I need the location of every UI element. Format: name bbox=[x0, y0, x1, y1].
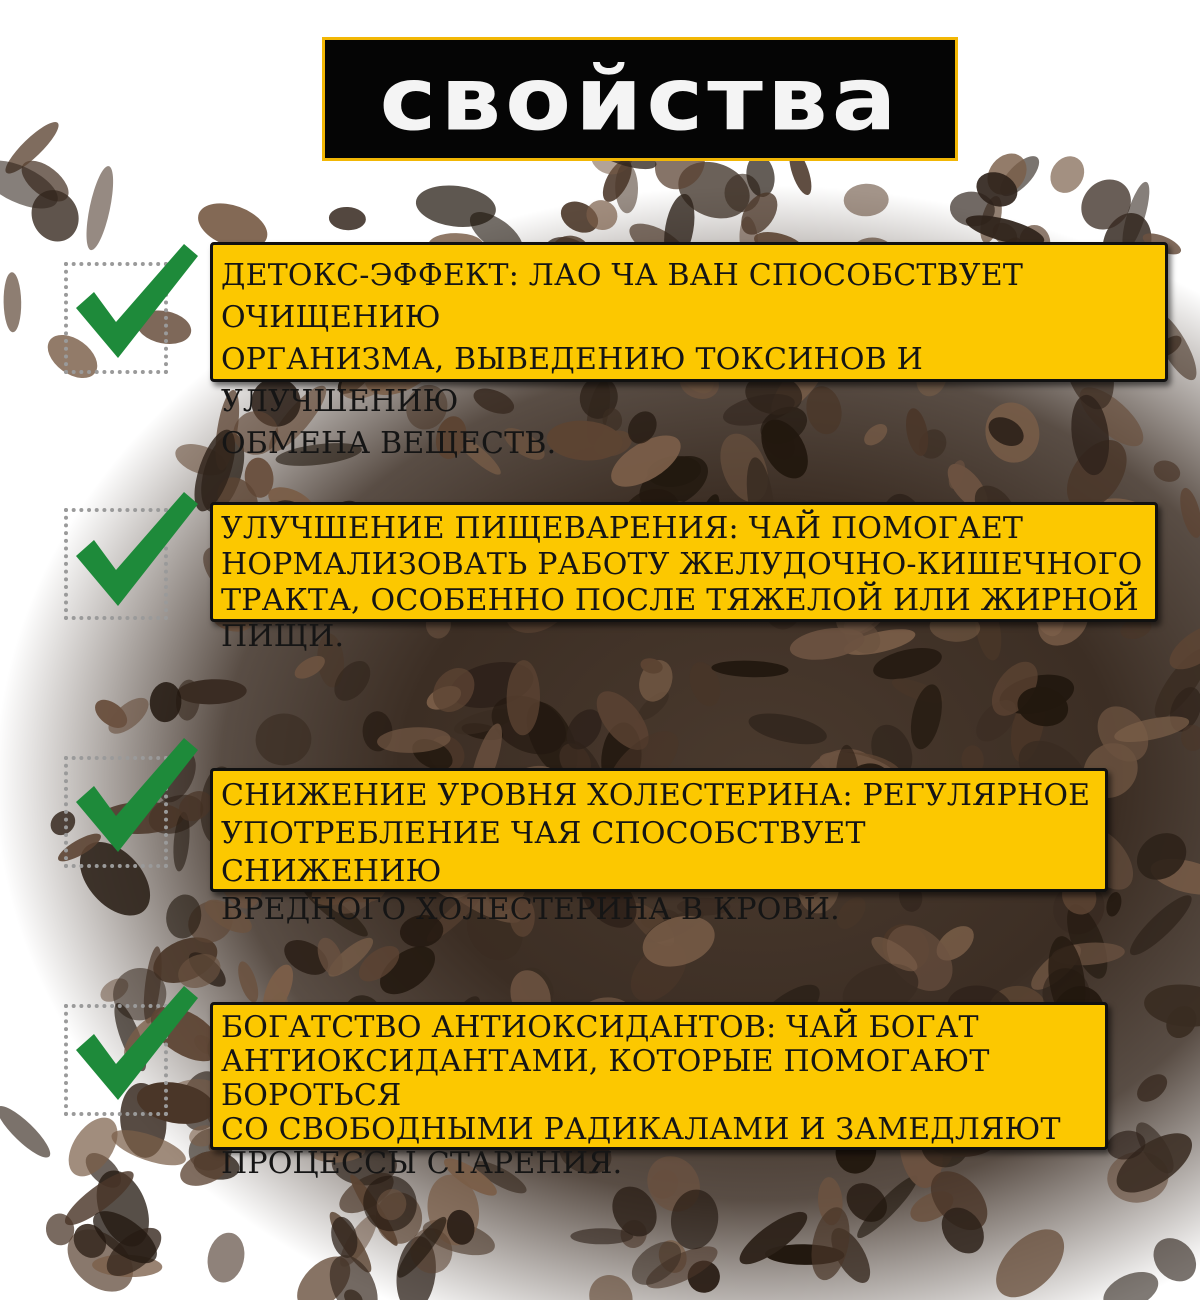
check-mark-icon bbox=[66, 732, 206, 862]
check-mark-icon bbox=[66, 980, 206, 1110]
tea-leaf bbox=[328, 206, 366, 231]
tea-leaf bbox=[711, 659, 789, 678]
tea-leaf bbox=[148, 681, 183, 724]
tea-leaf bbox=[1176, 486, 1200, 540]
tea-leaf bbox=[843, 183, 889, 217]
tea-leaf bbox=[253, 711, 313, 767]
tea-leaf bbox=[1104, 890, 1124, 918]
page-title: свойства bbox=[379, 47, 901, 151]
property-text-cholesterol: СНИЖЕНИЕ УРОВНЯ ХОЛЕСТЕРИНА: РЕГУЛЯРНОЕ УПОТРЕБЛЕНИЕ ЧАЯ СПОСОБСТВУЕТ СНИЖЕНИЮ ВРЕДНОГО ХОЛЕСТЕРИНА В КРОВИ. bbox=[221, 778, 1091, 927]
title-banner bbox=[322, 37, 958, 161]
property-box-detox bbox=[210, 242, 1168, 461]
tea-leaf bbox=[570, 1228, 633, 1244]
tea-leaf bbox=[746, 708, 830, 750]
tea-leaf bbox=[1142, 981, 1200, 1030]
tea-leaf bbox=[1123, 889, 1198, 962]
tea-leaf bbox=[1097, 1264, 1164, 1300]
property-text-antioxidants: БОГАТСТВО АНТИОКСИДАНТОВ: ЧАЙ БОГАТ АНТИОКСИДАНТАМИ, КОТОРЫЕ ПОМОГАЮТ БОРОТЬСЯ СО СВОБОДНЫМИ РАДИКАЛАМИ И ЗАМЕДЛЯЮТ ПРОЦЕССЫ СТАРЕНИЯ. bbox=[221, 1010, 1061, 1181]
tea-leaf bbox=[1044, 150, 1091, 199]
tea-leaf bbox=[984, 1217, 1077, 1300]
tea-leaf bbox=[615, 163, 639, 214]
check-mark-icon bbox=[66, 486, 206, 616]
check-mark-icon bbox=[66, 238, 206, 368]
tea-leaf bbox=[1132, 1069, 1172, 1108]
property-text-detox: ДЕТОКС-ЭФФЕКТ: ЛАО ЧА ВАН СПОСОБСТВУЕТ ОЧИЩЕНИЮ ОРГАНИЗМА, ВЫВЕДЕНИЮ ТОКСИНОВ И УЛУЧШЕНИЮ ОБМЕНА ВЕЩЕСТВ. bbox=[221, 258, 1024, 461]
tea-leaf bbox=[0, 1100, 56, 1164]
tea-leaf bbox=[203, 1229, 249, 1286]
property-box-cholesterol bbox=[210, 768, 1108, 927]
tea-leaf bbox=[3, 272, 22, 332]
tea-leaf bbox=[1150, 457, 1183, 486]
tea-leaf bbox=[234, 959, 262, 1005]
property-text-digestion: УЛУЧШЕНИЕ ПИЩЕВАРЕНИЯ: ЧАЙ ПОМОГАЕТ НОРМАЛИЗОВАТЬ РАБОТУ ЖЕЛУДОЧНО-КИШЕЧНОГО ТРАКТА, ОСОБЕННО ПОСЛЕ ТЯЖЕЛОЙ ИЛИ ЖИРНОЙ ПИЩИ. bbox=[221, 511, 1143, 654]
property-box-antioxidants bbox=[210, 1002, 1108, 1181]
property-box-digestion bbox=[210, 502, 1158, 654]
